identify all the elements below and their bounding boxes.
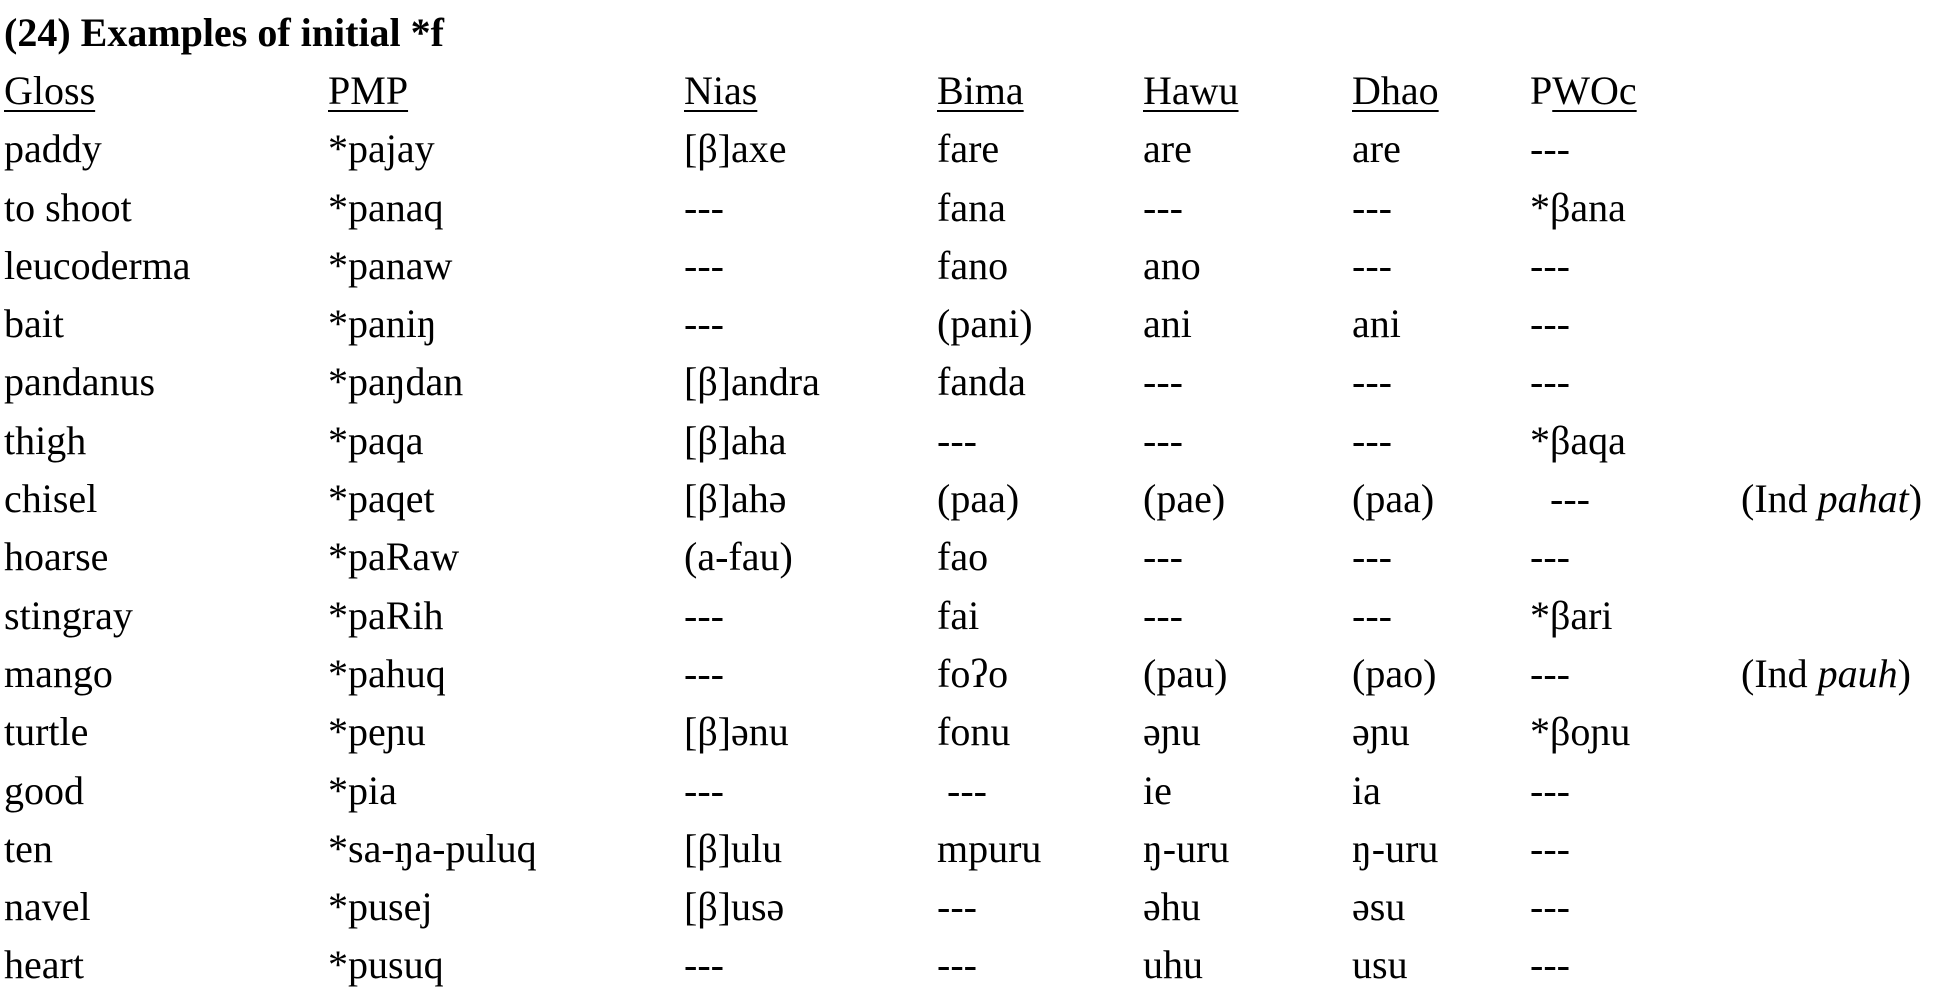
cell-bima: (pani) (937, 301, 1033, 347)
cell-gloss: ten (4, 825, 53, 871)
cell-dhao: usu (1352, 942, 1408, 988)
header-gloss: Gloss (4, 68, 96, 113)
cell-bima: fai (937, 592, 980, 638)
table-row (4, 703, 1937, 761)
cell-bima: --- (937, 884, 977, 930)
cell-nias: [β]aha (684, 417, 787, 463)
cell-pmp: *panaw (328, 242, 453, 288)
cell-nias: --- (684, 242, 724, 288)
cell-pwoc: --- (1530, 242, 1570, 288)
cell-pwoc: *βari (1530, 592, 1613, 638)
cell-nias: [β]axe (684, 126, 787, 172)
cell-dhao: are (1352, 126, 1401, 172)
cell-hawu: ani (1143, 301, 1192, 347)
cell-bima: --- (937, 417, 977, 463)
cell-hawu: əɲu (1143, 709, 1201, 755)
cell-nias: [β]ənu (684, 709, 789, 755)
document (4, 4, 1937, 995)
table-row (4, 587, 1937, 645)
header-bima: Bima (937, 68, 1024, 113)
table-row (4, 237, 1937, 295)
cell-hawu: --- (1143, 534, 1183, 580)
table-row (4, 179, 1937, 237)
cell-gloss: chisel (4, 476, 98, 522)
note-prefix: (Ind (1741, 650, 1818, 696)
cell-pwoc: *βana (1530, 184, 1626, 230)
cell-dhao: --- (1352, 417, 1392, 463)
cell-hawu: uhu (1143, 942, 1203, 988)
cell-bima: fao (937, 534, 989, 580)
cell-hawu: əhu (1143, 884, 1201, 930)
note-italic-word: pahat (1817, 476, 1909, 522)
cell-dhao: ia (1352, 767, 1381, 813)
cell-gloss: navel (4, 884, 91, 930)
table-row (4, 120, 1937, 178)
cell-nias: --- (684, 301, 724, 347)
note-suffix: ) (1897, 650, 1911, 696)
cell-dhao: --- (1352, 592, 1392, 638)
cell-gloss: bait (4, 301, 64, 347)
cell-gloss: to shoot (4, 184, 132, 230)
cell-gloss: leucoderma (4, 242, 191, 288)
cell-nias: [β]usə (684, 884, 785, 930)
cell-nias: --- (684, 767, 724, 813)
cell-pwoc: --- (1530, 301, 1570, 347)
cell-hawu: --- (1143, 184, 1183, 230)
cell-bima: foʔo (937, 650, 1009, 696)
table-row (4, 820, 1937, 878)
table-row (4, 295, 1937, 353)
cell-dhao: əsu (1352, 884, 1406, 930)
cell-hawu: --- (1143, 592, 1183, 638)
cell-hawu: --- (1143, 417, 1183, 463)
cell-pmp: *paqa (328, 417, 424, 463)
table-row (4, 528, 1937, 586)
cell-dhao: ŋ-uru (1352, 825, 1439, 871)
cell-pmp: *pusej (328, 884, 433, 930)
cell-nias: [β]ulu (684, 825, 783, 871)
cell-pwoc: --- (1530, 650, 1570, 696)
example-title: (24) Examples of initial *f (4, 10, 444, 55)
cell-gloss: heart (4, 942, 84, 988)
cell-gloss: pandanus (4, 359, 156, 405)
cell-gloss: paddy (4, 126, 102, 172)
cell-gloss: mango (4, 650, 113, 696)
cell-pmp: *paqet (328, 476, 435, 522)
cell-hawu: (pae) (1143, 476, 1226, 522)
header-dhao: Dhao (1352, 68, 1439, 113)
cell-gloss: turtle (4, 709, 89, 755)
cell-pmp: *peɲu (328, 709, 426, 755)
cell-gloss: thigh (4, 417, 87, 463)
cell-dhao: ani (1352, 301, 1401, 347)
table-row (4, 470, 1937, 528)
cell-pwoc: --- (1530, 359, 1570, 405)
cell-nias: --- (684, 650, 724, 696)
cell-gloss: good (4, 767, 84, 813)
cell-hawu: (pau) (1143, 650, 1228, 696)
cell-nias: --- (684, 592, 724, 638)
cell-dhao: --- (1352, 184, 1392, 230)
cell-gloss: stingray (4, 592, 133, 638)
header-pmp: PMP (328, 68, 409, 113)
cell-dhao: --- (1352, 359, 1392, 405)
cell-pmp: *paŋdan (328, 359, 464, 405)
cell-dhao: (paa) (1352, 476, 1435, 522)
cell-nias: (a-fau) (684, 534, 793, 580)
cell-bima: fonu (937, 709, 1011, 755)
cell-nias: --- (684, 942, 724, 988)
cell-hawu: --- (1143, 359, 1183, 405)
cell-hawu: ano (1143, 242, 1201, 288)
header-row (4, 62, 1937, 120)
cell-dhao: əɲu (1352, 709, 1410, 755)
cell-hawu: ie (1143, 767, 1172, 813)
cell-bima: fare (937, 126, 1000, 172)
cell-pmp: *pia (328, 767, 397, 813)
cell-nias: [β]ahə (684, 476, 787, 522)
table-row (4, 645, 1937, 703)
header-hawu: Hawu (1143, 68, 1239, 113)
header-nias: Nias (684, 68, 758, 113)
table-row (4, 353, 1937, 411)
cell-bima: (paa) (937, 476, 1020, 522)
cell-pmp: *pajay (328, 126, 435, 172)
table-row (4, 878, 1937, 936)
cell-nias: [β]andra (684, 359, 820, 405)
table-body (4, 120, 1937, 994)
cell-nias: --- (684, 184, 724, 230)
cell-pwoc: --- (1530, 534, 1570, 580)
cell-pmp: *paniŋ (328, 301, 437, 347)
cell-note (1741, 645, 1911, 703)
cell-pwoc: --- (1530, 884, 1570, 930)
cell-bima: --- (937, 767, 987, 813)
cell-pmp: *sa-ŋa-puluq (328, 825, 537, 871)
cell-pwoc: --- (1530, 126, 1570, 172)
cell-hawu: are (1143, 126, 1192, 172)
cell-bima: fana (937, 184, 1006, 230)
cell-hawu: ŋ-uru (1143, 825, 1230, 871)
note-italic-word: pauh (1817, 650, 1898, 696)
cell-pmp: *pahuq (328, 650, 446, 696)
header-pwoc-rest: WOc (1552, 68, 1637, 113)
cell-bima: --- (937, 942, 977, 988)
table-row (4, 762, 1937, 820)
cell-pwoc: --- (1530, 476, 1590, 522)
cell-pmp: *pusuq (328, 942, 444, 988)
header-pwoc-first: P (1530, 68, 1553, 113)
cell-dhao: --- (1352, 534, 1392, 580)
table-row (4, 412, 1937, 470)
note-prefix: (Ind (1741, 476, 1818, 522)
cell-pmp: *paRaw (328, 534, 460, 580)
cell-pwoc: --- (1530, 942, 1570, 988)
cell-bima: fano (937, 242, 1009, 288)
cell-bima: mpuru (937, 825, 1042, 871)
cell-bima: fanda (937, 359, 1026, 405)
cell-pwoc: --- (1530, 767, 1570, 813)
cell-gloss: hoarse (4, 534, 109, 580)
cell-pwoc: *βoɲu (1530, 709, 1631, 755)
cell-pmp: *panaq (328, 184, 444, 230)
cell-dhao: --- (1352, 242, 1392, 288)
note-suffix: ) (1908, 476, 1923, 522)
cell-pmp: *paRih (328, 592, 444, 638)
cell-pwoc: --- (1530, 825, 1570, 871)
cell-pwoc: *βaqa (1530, 417, 1626, 463)
cell-note (1741, 470, 1922, 528)
table-row (4, 936, 1937, 994)
header-pwoc (1530, 62, 1637, 120)
cell-dhao: (pao) (1352, 650, 1437, 696)
